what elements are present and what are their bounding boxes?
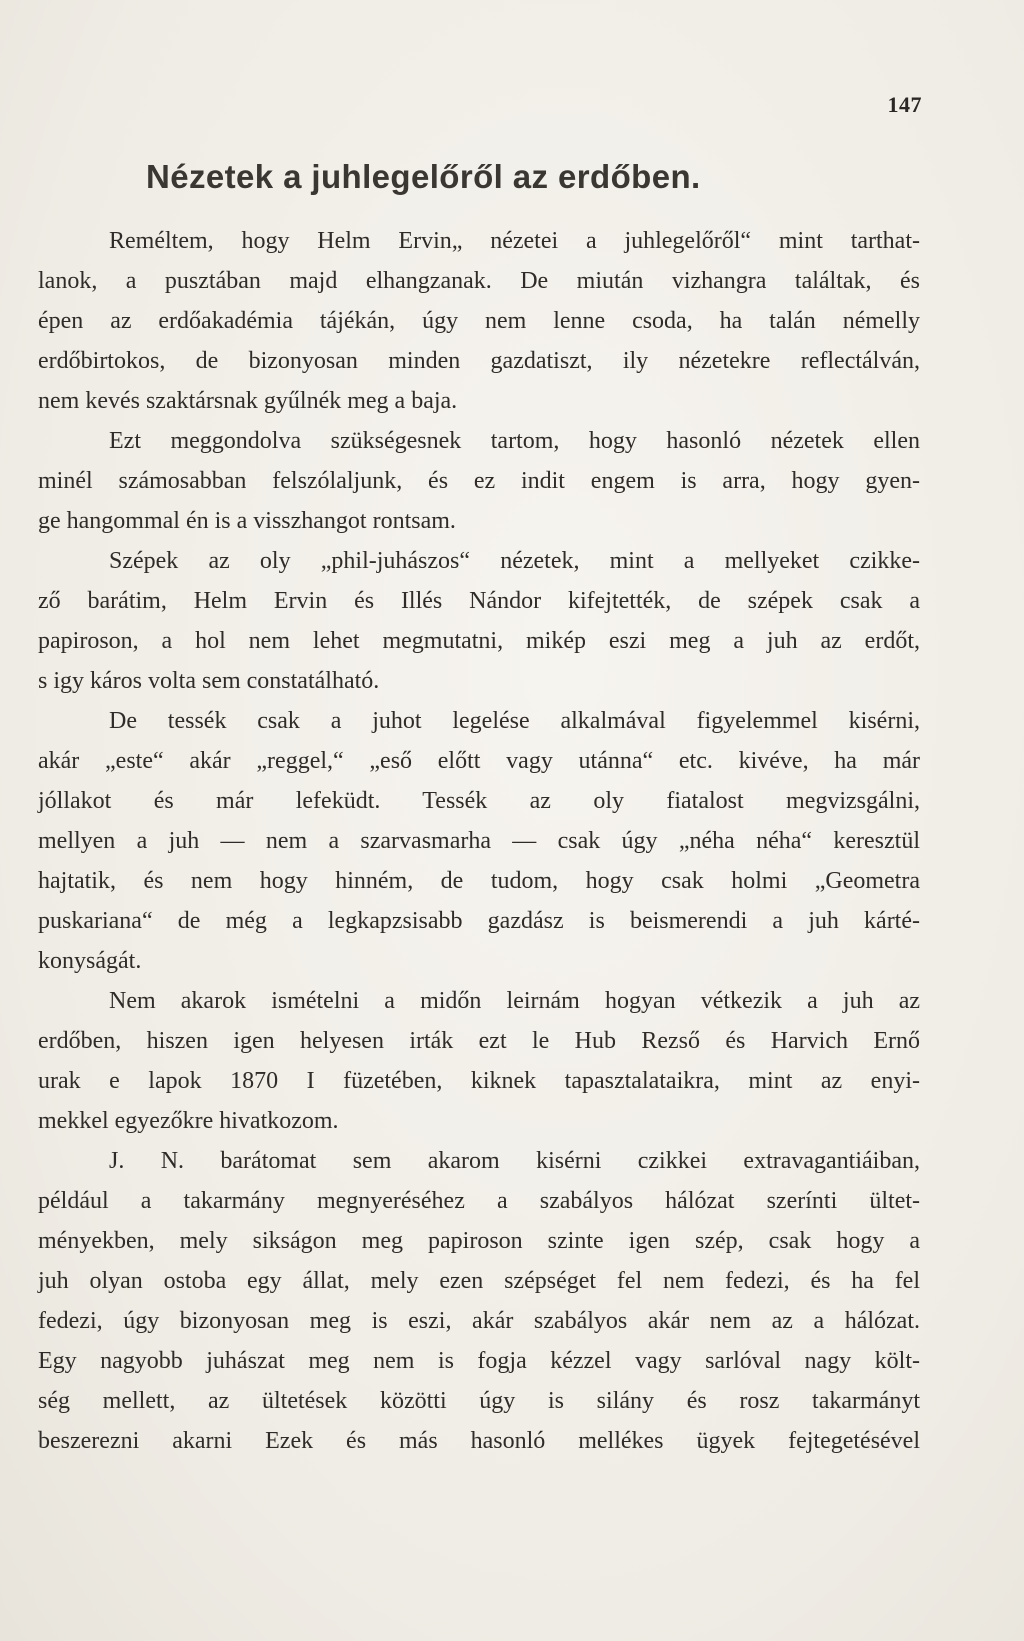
text-line: minél számosabban felszólaljunk, és ez indit engem is arra, hogy gyen- [38, 468, 920, 494]
text-line: Nem akarok ismételni a midőn leirnám hogyan vétkezik a juh az [109, 988, 920, 1014]
text-line: Reméltem, hogy Helm Ervin„ nézetei a juhlegelőről“ mint tarthat- [109, 228, 920, 254]
text-line: De tessék csak a juhot legelése alkalmával figyelemmel kisérni, [109, 708, 920, 734]
text-line: J. N. barátomat sem akarom kisérni czikkei extravagantiáiban, [109, 1148, 920, 1174]
article-title: Nézetek a juhlegelőről az erdőben. [146, 158, 701, 195]
text-line: épen az erdőakadémia tájékán, úgy nem lenne csoda, ha talán némelly [38, 308, 920, 334]
text-line: erdőbirtokos, de bizonyosan minden gazdatiszt, ily nézetekre reflectálván, [38, 348, 920, 374]
text-line: ző barátim, Helm Ervin és Illés Nándor kifejtették, de szépek csak a [38, 588, 920, 614]
text-line: Egy nagyobb juhászat meg nem is fogja kézzel vagy sarlóval nagy költ- [38, 1348, 920, 1374]
text-line: s igy káros volta sem constatálható. [38, 668, 380, 694]
text-line: fedezi, úgy bizonyosan meg is eszi, akár szabályos akár nem az a hálózat. [38, 1308, 920, 1334]
text-line: beszerezni akarni Ezek és más hasonló mellékes ügyek fejtegetésével [38, 1428, 920, 1454]
text-line: például a takarmány megnyeréséhez a szabályos hálózat szerínti ültet- [38, 1188, 920, 1214]
text-line: ge hangommal én is a visszhangot rontsam. [38, 508, 456, 534]
text-line: mellyen a juh — nem a szarvasmarha — csak úgy „néha néha“ keresztül [38, 828, 920, 854]
text-line: hajtatik, és nem hogy hinném, de tudom, hogy csak holmi „Geometra [38, 868, 920, 894]
text-line: jóllakot és már lefeküdt. Tessék az oly fiatalost megvizsgálni, [38, 788, 920, 814]
text-line: lanok, a pusztában majd elhangzanak. De miután vizhangra találtak, és [38, 268, 920, 294]
article-body [38, 221, 920, 1461]
text-line: juh olyan ostoba egy állat, mely ezen szépséget fel nem fedezi, és ha fel [38, 1268, 920, 1294]
text-line: konyságát. [38, 948, 142, 974]
text-line: akár „este“ akár „reggel,“ „eső előtt vagy utánna“ etc. kivéve, ha már [38, 748, 920, 774]
text-line: erdőben, hiszen igen helyesen irták ezt le Hub Rezső és Harvich Ernő [38, 1028, 920, 1054]
text-line: ményekben, mely sikságon meg papiroson szinte igen szép, csak hogy a [38, 1228, 920, 1254]
text-line: nem kevés szaktársnak gyűlnék meg a baja. [38, 388, 458, 414]
text-line: ség mellett, az ültetések közötti úgy is silány és rosz takarmányt [38, 1388, 920, 1414]
page-number: 147 [887, 92, 922, 117]
text-line: mekkel egyezőkre hivatkozom. [38, 1108, 339, 1134]
text-line: Szépek az oly „phil-juhászos“ nézetek, mint a mellyeket czikke- [109, 548, 920, 574]
text-line: papiroson, a hol nem lehet megmutatni, mikép eszi meg a juh az erdőt, [38, 628, 920, 654]
text-line: puskariana“ de még a legkapzsisabb gazdász is beismerendi a juh kárté- [38, 908, 920, 934]
text-line: urak e lapok 1870 I füzetében, kiknek tapasztalataikra, mint az enyi- [38, 1068, 920, 1094]
text-line: Ezt meggondolva szükségesnek tartom, hogy hasonló nézetek ellen [109, 428, 920, 454]
